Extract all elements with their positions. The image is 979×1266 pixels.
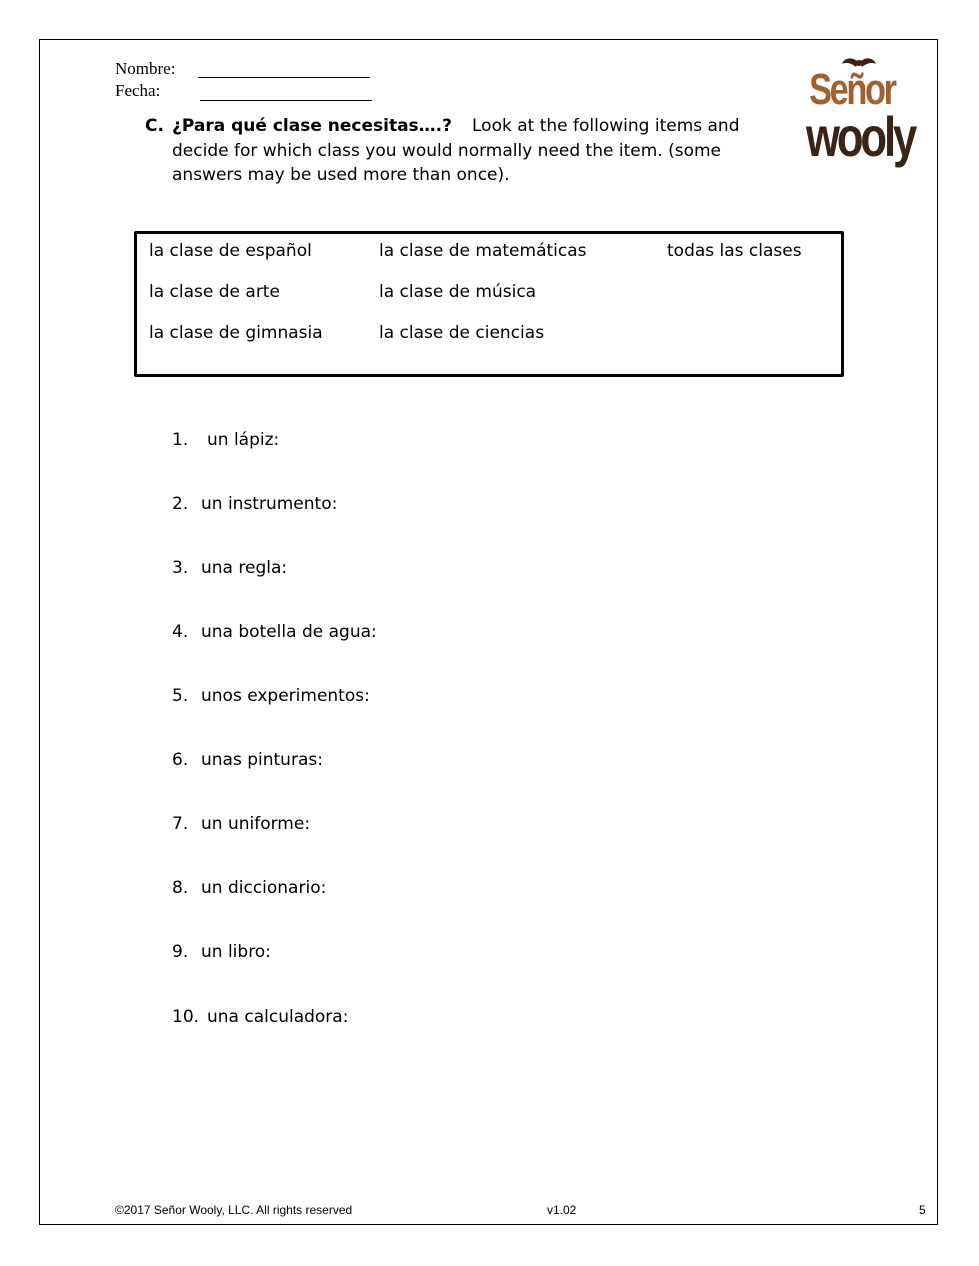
question-number: 5. [172,686,189,706]
fecha-label: Fecha: [115,81,161,100]
question-text: un libro: [201,942,271,962]
word-bank-item: la clase de gimnasia [149,323,323,343]
question-item [172,430,279,450]
question-number: 1. [172,430,189,450]
question-number: 3. [172,558,189,578]
question-text: unas pinturas: [201,750,323,770]
question-item [172,878,326,898]
word-bank-item: la clase de música [379,282,537,302]
question-item [172,494,337,514]
question-number: 9. [172,942,189,962]
question-number: 8. [172,878,189,898]
question-number: 6. [172,750,189,770]
question-text: una calculadora: [207,1007,349,1027]
question-item [172,686,370,706]
section-instructions: Look at the following items and decide for which class you would normally need the item. (some answers may be used more than once). [172,116,740,185]
section-title: ¿Para qué clase necesitas….? [172,116,452,136]
word-bank-item: la clase de matemáticas [379,241,587,261]
question-number: 4. [172,622,189,642]
logo-text-senor: Señor [809,64,895,115]
footer-page-number: 5 [919,1203,926,1217]
logo-text-wooly: wooly [806,105,915,169]
question-number: 7. [172,814,189,834]
word-bank-item: la clase de arte [149,282,280,302]
question-text: una botella de agua: [201,622,377,642]
fecha-line [200,100,372,101]
question-text: unos experimentos: [201,686,370,706]
question-item [172,1007,348,1027]
senor-wooly-logo [806,54,928,170]
footer-copyright: ©2017 Señor Wooly, LLC. All rights reserved [115,1203,353,1217]
question-text: un diccionario: [201,878,327,898]
question-item [172,814,310,834]
question-number: 2. [172,494,189,514]
question-item [172,558,287,578]
question-item [172,622,377,642]
nombre-line [198,77,370,78]
question-number: 10. [172,1007,200,1027]
word-bank-item: la clase de ciencias [379,323,545,343]
question-text: un instrumento: [201,494,338,514]
question-text: un uniforme: [201,814,311,834]
question-item [172,942,271,962]
footer-version: v1.02 [547,1203,577,1217]
nombre-label: Nombre: [115,59,176,78]
question-text: un lápiz: [207,430,280,450]
word-bank-item: la clase de español [149,241,312,261]
word-bank-item: todas las clases [667,241,802,261]
question-text: una regla: [201,558,288,578]
section-c [145,114,785,188]
section-letter: C. [145,116,164,136]
question-item [172,750,323,770]
